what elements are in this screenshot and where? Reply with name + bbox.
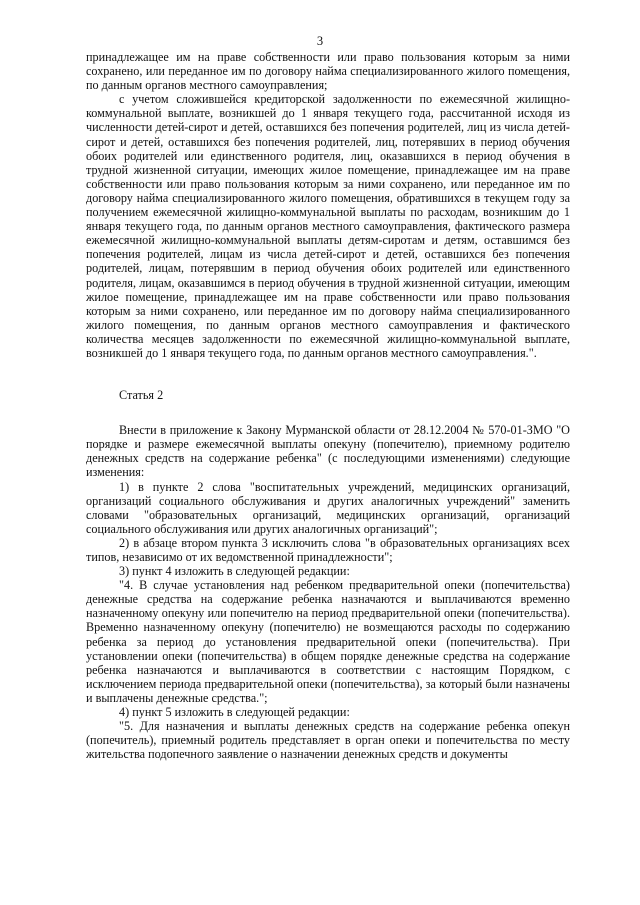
page-number: 3 (316, 34, 324, 48)
spacer (86, 360, 570, 388)
paragraph: 2) в абзаце втором пункта 3 исключить слова "в образовательных организациях всех типов, независимо от их ведомственной принадлежности"; (86, 535, 570, 564)
paragraph: 1) в пункте 2 слова "воспитательных учреждений, медицинских организаций, организаций социального обслуживания и других аналогичных учреждений" заменить словами "образовательных организаций, медицинских организаций, организаций социального обслуживания или других аналогичных организаций"; (86, 479, 570, 536)
paragraph: "5. Для назначения и выплаты денежных средств на содержание ребенка опекун (попечитель), приемный родитель представляет в орган опеки и попечительства по месту жительства подопечного заявление о назначении денежных средств и документы (86, 719, 570, 762)
paragraph: с учетом сложившейся кредиторской задолженности по ежемесячной жилищно-коммунальной выплате, возникшей до 1 января текущего года, рассчитанной исходя из численности детей-сирот и детей, оставшихся без попечения родителей, лиц из числа детей-сирот и детей, оставшихся без попечения родителей, лиц, потерявших в период обучения обоих родителей или единственного родителя, лиц, оказавшихся в период обучения в трудной жизненной ситуации, имеющих жилое помещение, принадлежащее им на праве собственности или право пользования которым за ними сохранено, или переданное им по договору найма специализированного жилого помещения, обратившихся в текущем году за получением ежемесячной жилищно-коммунальной выплаты по расходам, возникшим до 1 января текущего года, по данным органов местного самоуправления, фактического размера ежемесячной жилищно-коммунальной выплаты детям-сиротам и детям, оставшимся без попечения родителей, лицам из числа детей-сирот и детей, оставшихся без попечения родителей, лицам, потерявшим в период обучения обоих родителей или единственного родителя, лицам, оказавшимся в период обучения в трудной жизненной ситуации, имеющим жилое помещение, принадлежащее им на праве собственности или право пользования которым за ними сохранено, или переданное им по договору найма специализированного жилого помещения, по данным органов местного самоуправления и фактического количества месяцев задолженности по ежемесячной жилищно-коммунальной выплате, возникшей до 1 января текущего года, по данным органов местного самоуправления.". (86, 92, 570, 360)
paragraph: принадлежащее им на праве собственности или право пользования которым за ними сохранено, или переданное им по договору найма специализированного жилого помещения, по данным органов местного самоуправления; (86, 50, 570, 93)
paragraph: 4) пункт 5 изложить в следующей редакции: (119, 705, 350, 720)
document-body (86, 50, 570, 761)
paragraph: "4. В случае установления над ребенком предварительной опеки (попечительства) денежные средства на содержание ребенка назначаются и выплачиваются временно назначенному опекуну или попечителю на период предварительной опеки (попечительства). Временно назначенному опекуну (попечителю) не возмещаются расходы по содержанию ребенка за период до установления предварительной опеки (попечительства). При установлении опеки (попечительства) в общем порядке денежные средства на содержание ребенка назначаются и выплачиваются в соответствии с настоящим Порядком, с исключением периода предварительной опеки (попечительства), за который были назначены и выплачены денежные средства."; (86, 578, 570, 705)
paragraph: 3) пункт 4 изложить в следующей редакции: (119, 564, 350, 579)
spacer (86, 402, 570, 423)
paragraph: Внести в приложение к Закону Мурманской области от 28.12.2004 № 570-01-ЗМО "О порядке и размере ежемесячной выплаты опекуну (попечителю), приемному родителю денежных средств на содержание ребенка" (с последующими изменениями) следующие изменения: (86, 423, 570, 480)
article-heading: Статья 2 (119, 388, 164, 403)
